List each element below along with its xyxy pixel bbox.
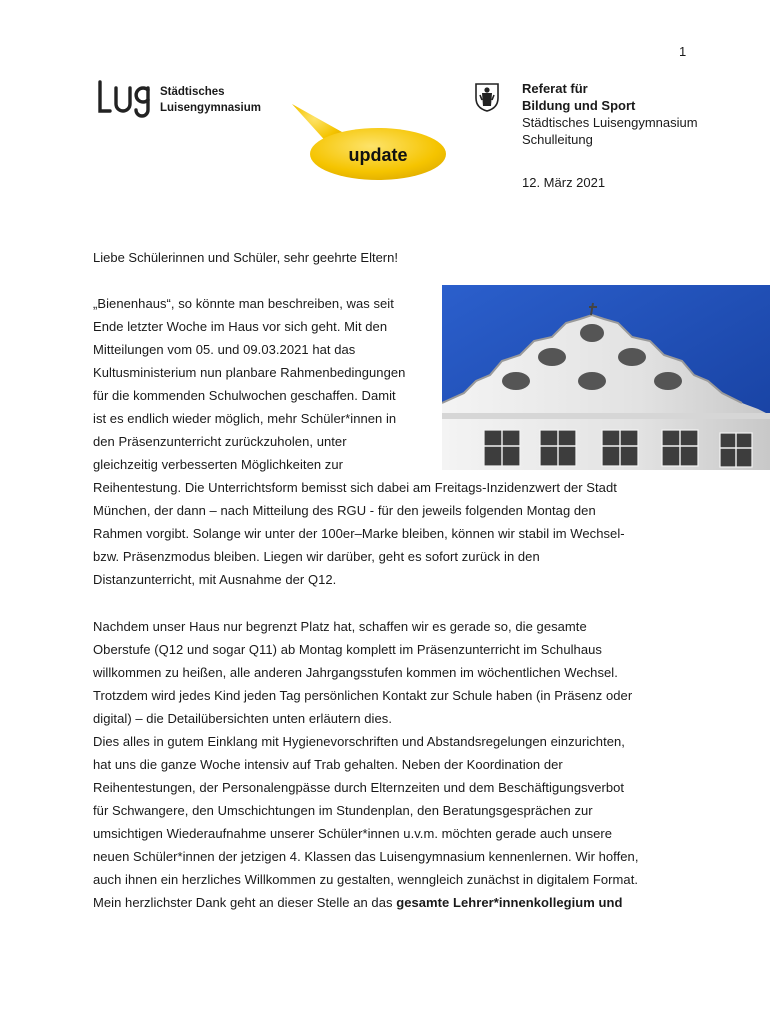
p1-line: Kultusministerium nun planbare Rahmenbedingungen	[93, 365, 406, 380]
p2-line: willkommen zu heißen, alle anderen Jahrgangsstufen kommen im wöchentlichen Wechsel.	[93, 665, 618, 680]
greeting: Liebe Schülerinnen und Schüler, sehr geehrte Eltern!	[93, 250, 398, 265]
p1-line: Distanzunterricht, mit Ausnahme der Q12.	[93, 572, 337, 587]
p2-line: Trotzdem wird jedes Kind jeden Tag persönlichen Kontakt zur Schule haben (in Präsenz oder	[93, 688, 633, 703]
p1-line: Ende letzter Woche im Haus vor sich geht. Mit den	[93, 319, 388, 334]
p1-line: „Bienenhaus“, so könnte man beschreiben, was seit	[93, 296, 394, 311]
p2-line: neuen Schüler*innen der jetzigen 4. Klassen das Luisengymnasium kennenlernen. Wir hoffen,	[93, 849, 639, 864]
p1-line: München, der dann – nach Mitteilung des RGU - für den jeweils folgenden Montag den	[93, 503, 596, 518]
closing-text: Mein herzlichster Dank geht an dieser Stelle an das	[93, 895, 397, 910]
dept-line1: Referat für	[522, 81, 588, 96]
page-number: 1	[679, 44, 687, 59]
p2-line: für Schwangere, den Umschichtungen im Stundenplan, den Beratungsgesprächen zur	[93, 803, 593, 818]
p1-line: ist es endlich wieder möglich, mehr Schüler*innen in	[93, 411, 397, 426]
school-name-line2: Luisengymnasium	[160, 102, 261, 114]
munich-crest-icon	[474, 82, 500, 112]
p1-line: Rahmen vorgibt. Solange wir unter der 100er–Marke bleiben, können wir stabil im Wechsel-	[93, 526, 625, 541]
department-block	[522, 80, 698, 148]
p2-line: Nachdem unser Haus nur begrenzt Platz hat, schaffen wir es gerade so, die gesamte	[93, 619, 587, 634]
dept-line2: Bildung und Sport	[522, 98, 636, 113]
closing-bold-text: gesamte Lehrer*innenkollegium und	[396, 895, 623, 910]
closing-line	[93, 895, 623, 910]
p2-line: Reihentestungen, der Personalengpässe durch Elternzeiten und dem Beschäftigungsverbot	[93, 780, 625, 795]
dept-line4: Schulleitung	[522, 132, 593, 147]
p2-line: auch ihnen ein herzliches Willkommen zu gestalten, wenngleich zunächst in digitalem Format.	[93, 872, 639, 887]
letter-date: 12. März 2021	[522, 175, 606, 190]
dept-line3: Städtisches Luisengymnasium	[522, 115, 698, 130]
p1-line: bzw. Präsenzmodus bleiben. Liegen wir darüber, geht es sofort zurück in den	[93, 549, 540, 564]
p1-line: den Präsenzunterricht zurückzuholen, unter	[93, 434, 347, 449]
p1-line: für die kommenden Schulwochen geschaffen. Damit	[93, 388, 396, 403]
p1-line: Reihentestung. Die Unterrichtsform bemisst sich dabei am Freitags-Inzidenzwert der Stadt	[93, 480, 617, 495]
update-label: update	[348, 145, 408, 165]
p2-line: digital) – die Detailübersichten unten erläutern dies.	[93, 711, 392, 726]
p1-line: gleichzeitig verbesserten Möglichkeiten zur	[93, 457, 343, 472]
p2-line: Dies alles in gutem Einklang mit Hygienevorschriften und Abstandsregelungen einzurichten,	[93, 734, 625, 749]
p1-line: Mitteilungen vom 05. und 09.03.2021 hat das	[93, 342, 356, 357]
school-building-photo	[442, 285, 770, 470]
school-name-line1: Städtisches	[160, 86, 225, 98]
p2-line: Oberstufe (Q12 und sogar Q11) ab Montag komplett im Präsenzunterricht im Schulhaus	[93, 642, 602, 657]
p2-line: hat uns die ganze Woche intensiv auf Trab gehalten. Neben der Koordination der	[93, 757, 563, 772]
p2-line: umsichtigen Wiederaufnahme unserer Schüler*innen u.v.m. möchten gerade auch unsere	[93, 826, 613, 841]
lug-logo-icon	[96, 78, 156, 118]
